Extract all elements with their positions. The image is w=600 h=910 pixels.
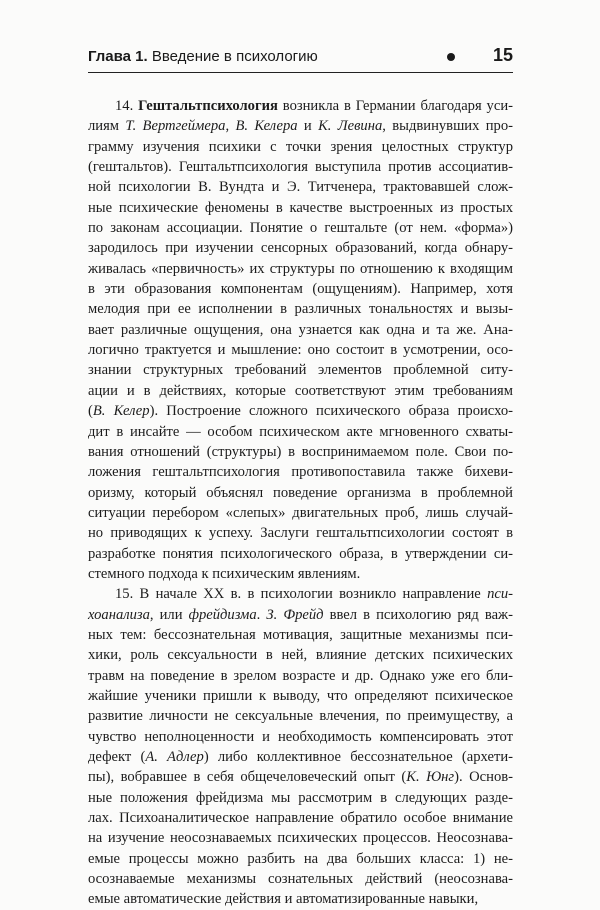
text-run: ложения гештальтпсихология противопоставила также бихеви-	[88, 464, 513, 481]
text-line	[88, 788, 513, 808]
text-run: ации и в действиях, которые соответствуют этим требованиям	[88, 382, 513, 399]
text-run: лах. Психоаналитическое направление обратило особое внимание	[88, 810, 513, 827]
text-line	[88, 360, 513, 380]
text-line	[88, 564, 513, 584]
text-line	[88, 869, 513, 889]
page-number: 15	[492, 45, 513, 65]
text-line	[88, 381, 513, 401]
italic-run: А. Адлер	[145, 749, 204, 765]
running-header	[88, 46, 513, 73]
text-run: 15. В начале XX в. в психологии возникло направление	[115, 586, 488, 603]
text-line	[88, 422, 513, 442]
text-line	[88, 889, 513, 909]
italic-run: В. Келера	[235, 118, 298, 135]
text-run: ных тем: бессознательная мотивация, защитные механизмы пси-	[88, 626, 513, 643]
text-line	[88, 706, 513, 726]
text-line	[88, 808, 513, 828]
text-run: в эти образования компонентам (ощущениям). Например, хотя	[88, 281, 513, 298]
text-run: дит в инсайте — особом психическом акте мгновенного схваты-	[88, 423, 513, 440]
italic-run: В. Келер	[92, 403, 150, 420]
text-run: и	[297, 118, 319, 135]
bold-run: Гештальтпсихология	[138, 98, 278, 114]
text-line	[88, 767, 513, 787]
text-run: вания отношений (структуры) в воспринимаемом поле. Свои по-	[88, 443, 513, 460]
text-line	[88, 96, 513, 116]
text-run: мелодия при ее исполнении в различных тональностях и вызы-	[88, 301, 513, 318]
text-line	[88, 157, 513, 177]
text-run: логично трактуется и мышление: оно состоит в усмотрении, осо-	[88, 342, 513, 359]
text-run: ). Построение сложного психического образа происхо-	[149, 403, 513, 420]
text-run: ной психологии В. Вундта и Э. Титченера, трактовавшей слож-	[88, 179, 513, 196]
header-bullet-icon	[447, 53, 455, 61]
text-line	[88, 523, 513, 543]
text-run: стемного подхода к психическим явлениям.	[88, 565, 361, 582]
text-run: возникла в Германии благодаря уси-	[277, 98, 513, 114]
text-line	[88, 686, 513, 706]
text-run: 14.	[115, 98, 139, 114]
text-run: жайшие ученики пришли к выводу, что определяют психическое	[88, 687, 513, 704]
text-run: емые автоматические действия и автоматизированные навыки,	[88, 891, 479, 908]
text-run: грамму изучения психики с точки зрения целостных структур	[88, 138, 513, 155]
text-run: живалась «первичность» их структуры по отношению к входящим	[88, 260, 513, 277]
text-run: (	[88, 403, 93, 420]
text-run: ввел в психологию ряд важ-	[323, 606, 513, 623]
chapter-name: Введение в психологию	[151, 48, 318, 65]
text-run: , или	[149, 606, 189, 623]
text-line	[88, 259, 513, 279]
text-line	[88, 605, 513, 625]
text-run: оризму, который объяснял поведение организма в проблемной	[88, 484, 513, 501]
text-line	[88, 462, 513, 482]
text-line	[88, 747, 513, 767]
text-run: ные положения фрейдизма мы рассмотрим в следующих разде-	[88, 789, 513, 806]
text-line	[88, 218, 513, 238]
text-run: развитие личности не сексуальные влечения, по преимуществу, а	[88, 708, 513, 725]
text-line	[88, 625, 513, 645]
text-run: но приводящих к успеху. Заслуги гештальтпсихологии состоят в	[88, 525, 513, 542]
text-line	[88, 116, 513, 136]
italic-run: З. Фрейд	[266, 606, 324, 623]
text-line	[88, 137, 513, 157]
text-line	[88, 238, 513, 258]
text-line	[88, 503, 513, 523]
text-run: (гештальтов). Гештальтпсихология выступила против ассоциатив-	[88, 159, 513, 176]
text-line	[88, 401, 513, 421]
text-line	[88, 279, 513, 299]
text-run: пы), вобравшее в себя общечеловеческий опыт (	[88, 769, 407, 786]
text-run: знании структурных требований элементов проблемной ситу-	[88, 362, 513, 379]
text-run: зародилось при изучении сенсорных образований, когда обнару-	[88, 240, 513, 257]
text-run: ситуации перебором «слепых» двигательных проб, лишь случай-	[88, 504, 513, 521]
italic-run: хоанализа	[88, 606, 150, 623]
text-run: вает различные ощущения, она узнается как одна и та же. Ана-	[88, 321, 513, 338]
text-line	[88, 442, 513, 462]
chapter-number: Глава 1.	[88, 48, 148, 65]
text-run: чувство неполноценности и необходимость компенсировать этот	[88, 728, 513, 745]
text-line	[88, 828, 513, 848]
text-run: ). Основ-	[454, 769, 513, 786]
italic-run: К. Левина	[318, 118, 383, 135]
italic-run: фрейдизма	[188, 606, 257, 623]
text-run: емые процессы можно разбить на два больших класса: 1) не-	[88, 850, 513, 867]
text-run: травм на поведение в зрелом возрасте и др. Однако уже его бли-	[88, 667, 513, 684]
text-run: лиям	[88, 118, 126, 135]
italic-run: К. Юнг	[406, 769, 455, 786]
text-run: .	[256, 606, 267, 623]
text-line	[88, 544, 513, 564]
italic-run: пси-	[487, 586, 513, 603]
text-run: ,	[225, 118, 236, 135]
text-line	[88, 320, 513, 340]
text-line	[88, 483, 513, 503]
text-run: осознаваемые механизмы сознательных действий (неосознава-	[88, 871, 513, 888]
text-line	[88, 727, 513, 747]
text-line	[88, 584, 513, 604]
text-run: , выдвинувших про-	[382, 118, 514, 135]
text-line	[88, 340, 513, 360]
text-run: разработке понятия психологического образа, в утверждении си-	[88, 545, 513, 562]
text-run: ) либо коллективное бессознательное (архети-	[203, 749, 513, 765]
text-line	[88, 177, 513, 197]
body-text	[88, 96, 513, 910]
text-run: на изучение неосознаваемых психических процессов. Неосознава-	[88, 830, 513, 847]
chapter-title	[88, 48, 318, 65]
text-run: хики, роль сексуальности в ней, влияние детских психических	[88, 647, 513, 664]
text-run: по законам ассоциации. Понятие о гештальте (от нем. «форма»)	[88, 220, 513, 237]
text-run: ные психические феномены в качестве выстроенных из простых	[88, 199, 513, 216]
text-line	[88, 299, 513, 319]
text-line	[88, 666, 513, 686]
text-line	[88, 198, 513, 218]
text-line	[88, 849, 513, 869]
italic-run: Т. Вертгеймера	[125, 118, 226, 135]
text-run: дефект (	[88, 749, 146, 765]
text-line	[88, 645, 513, 665]
